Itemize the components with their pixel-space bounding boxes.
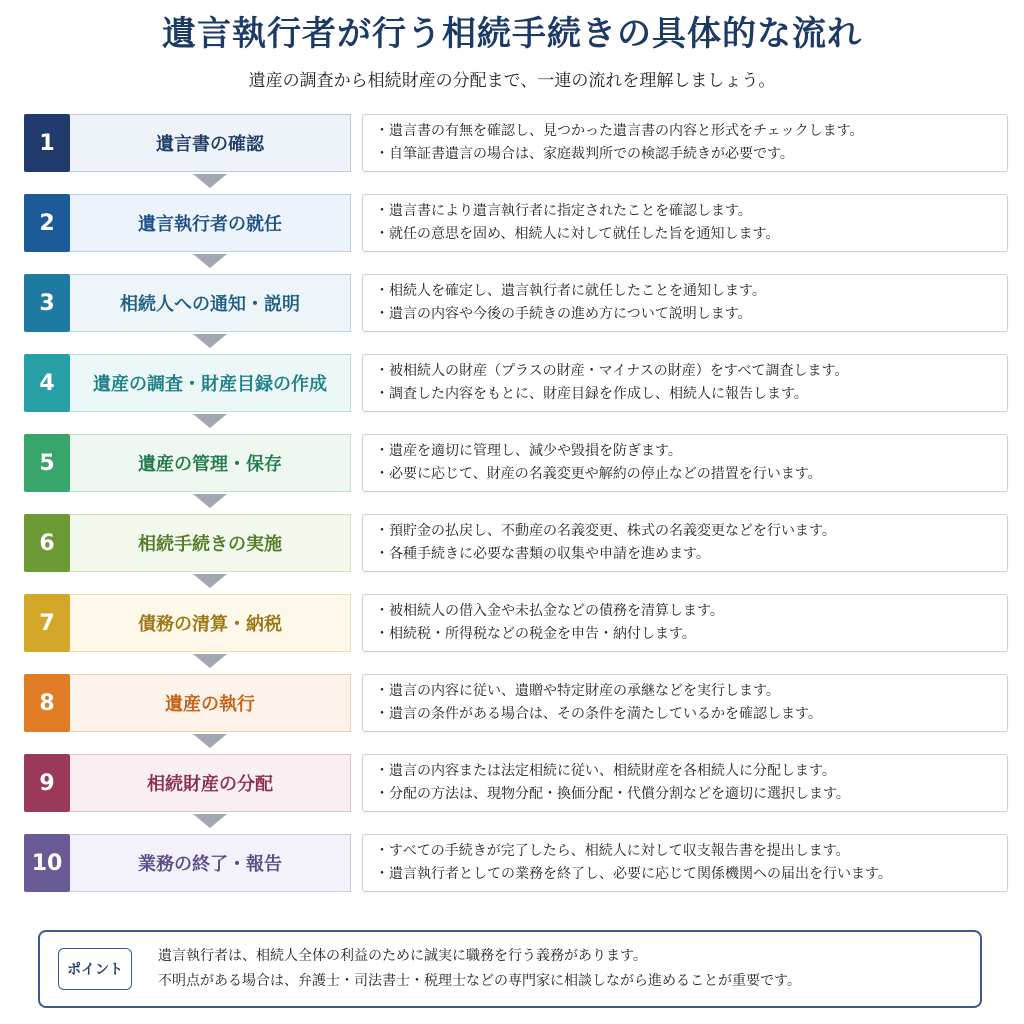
step-description-line: ・遺言の内容に従い、遺贈や特定財産の承継などを実行します。 <box>375 683 780 699</box>
step-description-line: ・被相続人の財産（プラスの財産・マイナスの財産）をすべて調査します。 <box>375 363 849 379</box>
step-description-line: ・遺言書により遺言執行者に指定されたことを確認します。 <box>375 203 752 219</box>
flow-step <box>24 834 996 894</box>
down-arrow-icon <box>193 574 227 588</box>
step-description-line: ・被相続人の借入金や未払金などの債務を清算します。 <box>375 603 724 619</box>
step-description <box>362 354 1008 412</box>
point-box <box>38 930 982 1008</box>
step-label: 遺産の執行 <box>70 674 351 732</box>
flow-step <box>24 674 996 734</box>
step-number: 10 <box>24 834 70 892</box>
step-description-line: ・各種手続きに必要な書類の収集や申請を進めます。 <box>375 546 710 562</box>
flow-step <box>24 114 996 174</box>
flow-step <box>24 194 996 254</box>
flow-step <box>24 354 996 414</box>
step-number: 5 <box>24 434 70 492</box>
step-description-line: ・遺言書の有無を確認し、見つかった遺言書の内容と形式をチェックします。 <box>375 123 864 139</box>
step-description-line: ・相続税・所得税などの税金を申告・納付します。 <box>375 626 696 642</box>
flow-step <box>24 594 996 654</box>
step-description <box>362 114 1008 172</box>
flow-step <box>24 434 996 494</box>
down-arrow-icon <box>193 174 227 188</box>
step-label: 遺産の管理・保存 <box>70 434 351 492</box>
down-arrow-icon <box>193 734 227 748</box>
step-label: 遺言執行者の就任 <box>70 194 351 252</box>
down-arrow-icon <box>193 254 227 268</box>
down-arrow-icon <box>193 494 227 508</box>
step-label: 遺産の調査・財産目録の作成 <box>70 354 351 412</box>
step-description <box>362 754 1008 812</box>
step-number: 8 <box>24 674 70 732</box>
step-label: 相続手続きの実施 <box>70 514 351 572</box>
step-description <box>362 434 1008 492</box>
step-description-line: ・遺言の内容や今後の手続きの進め方について説明します。 <box>375 306 752 322</box>
step-number: 1 <box>24 114 70 172</box>
step-description-line: ・分配の方法は、現物分配・換価分配・代償分割などを適切に選択します。 <box>375 786 850 802</box>
step-description-line: ・遺言の条件がある場合は、その条件を満たしているかを確認します。 <box>375 706 822 722</box>
step-label: 相続人への通知・説明 <box>70 274 351 332</box>
step-label: 業務の終了・報告 <box>70 834 351 892</box>
step-number: 7 <box>24 594 70 652</box>
step-description-line: ・すべての手続きが完了したら、相続人に対して収支報告書を提出します。 <box>375 843 850 859</box>
step-number: 6 <box>24 514 70 572</box>
point-line: 不明点がある場合は、弁護士・司法書士・税理士などの専門家に相談しながら進めることが重要です。 <box>158 973 801 989</box>
step-description-line: ・遺産を適切に管理し、減少や毀損を防ぎます。 <box>375 443 682 459</box>
step-description <box>362 674 1008 732</box>
point-badge: ポイント <box>58 948 132 990</box>
page-subtitle: 遺産の調査から相続財産の分配まで、一連の流れを理解しましょう。 <box>248 71 776 91</box>
down-arrow-icon <box>193 414 227 428</box>
flow-step <box>24 754 996 814</box>
step-label: 遺言書の確認 <box>70 114 351 172</box>
step-label: 債務の清算・納税 <box>70 594 351 652</box>
step-number: 4 <box>24 354 70 412</box>
point-line: 遺言執行者は、相続人全体の利益のために誠実に職務を行う義務があります。 <box>158 948 647 964</box>
step-description <box>362 194 1008 252</box>
step-description <box>362 834 1008 892</box>
step-description-line: ・調査した内容をもとに、財産目録を作成し、相続人に報告します。 <box>375 386 808 402</box>
step-description-line: ・遺言の内容または法定相続に従い、相続財産を各相続人に分配します。 <box>375 763 836 779</box>
step-description-line: ・預貯金の払戻し、不動産の名義変更、株式の名義変更などを行います。 <box>375 523 836 539</box>
step-description <box>362 594 1008 652</box>
down-arrow-icon <box>193 654 227 668</box>
step-description-line: ・自筆証書遺言の場合は、家庭裁判所での検認手続きが必要です。 <box>375 146 794 162</box>
flow-step <box>24 514 996 574</box>
down-arrow-icon <box>193 334 227 348</box>
step-description <box>362 514 1008 572</box>
step-description-line: ・相続人を確定し、遺言執行者に就任したことを通知します。 <box>375 283 766 299</box>
step-number: 3 <box>24 274 70 332</box>
step-description-line: ・就任の意思を固め、相続人に対して就任した旨を通知します。 <box>375 226 780 242</box>
step-number: 9 <box>24 754 70 812</box>
step-description-line: ・必要に応じて、財産の名義変更や解約の停止などの措置を行います。 <box>375 466 822 482</box>
step-label: 相続財産の分配 <box>70 754 351 812</box>
page-title: 遺言執行者が行う相続手続きの具体的な流れ <box>162 14 862 54</box>
step-description <box>362 274 1008 332</box>
down-arrow-icon <box>193 814 227 828</box>
point-lines <box>158 944 801 994</box>
flow-step <box>24 274 996 334</box>
step-description-line: ・遺言執行者としての業務を終了し、必要に応じて関係機関への届出を行います。 <box>375 866 892 882</box>
step-number: 2 <box>24 194 70 252</box>
